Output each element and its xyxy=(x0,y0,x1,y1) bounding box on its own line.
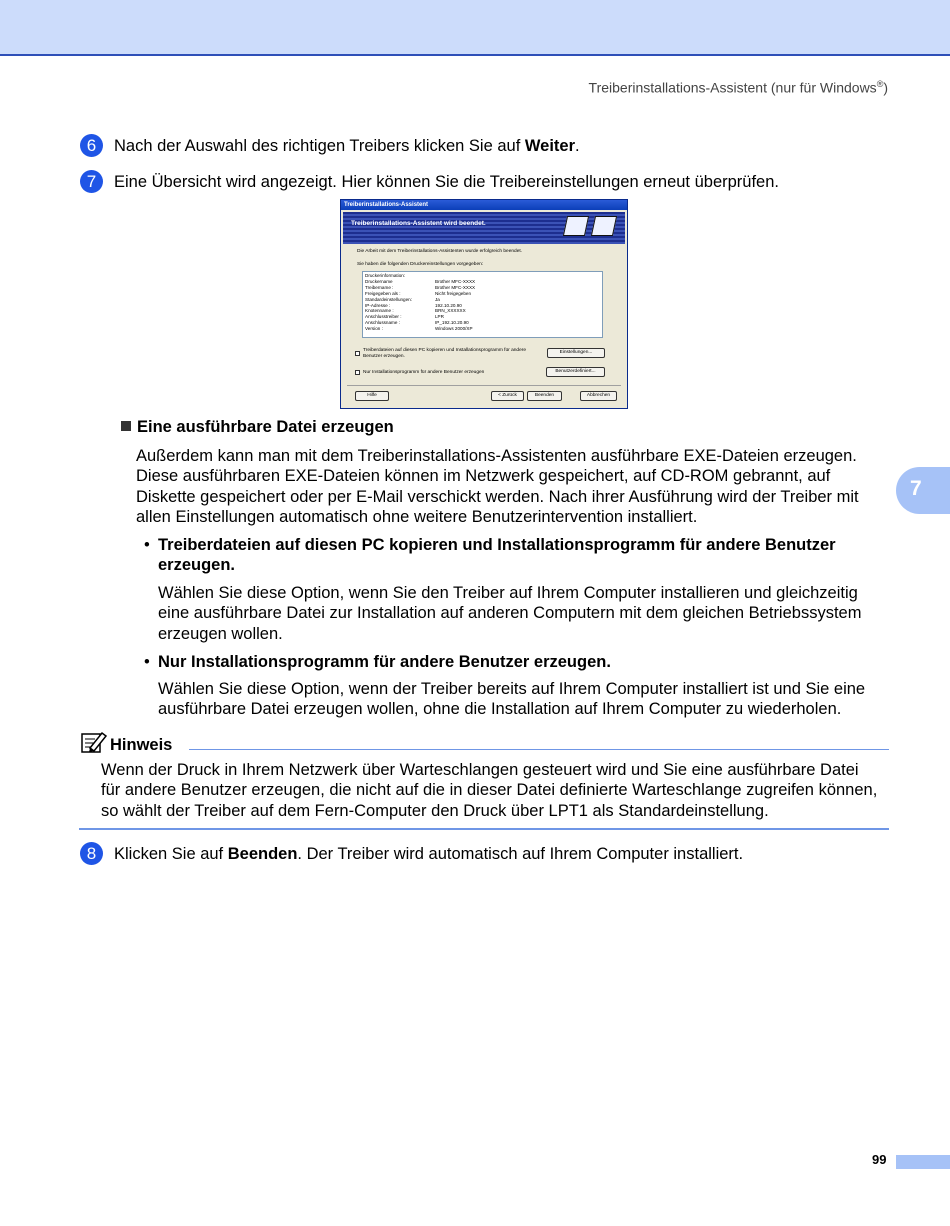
list-value: Brother MFC-XXXX xyxy=(435,284,476,290)
note-pencil-icon xyxy=(80,730,108,754)
bullet-1-description xyxy=(158,583,861,644)
note-header xyxy=(80,730,890,756)
note-divider xyxy=(189,749,889,750)
chapter-tab xyxy=(896,467,950,514)
list-key: Druckername xyxy=(365,278,393,284)
square-bullet-icon xyxy=(121,421,131,431)
list-key: Anschlusstreiber : xyxy=(365,314,402,320)
intro-paragraph xyxy=(136,446,859,528)
list-value: Nicht freigegeben xyxy=(435,290,472,296)
paragraph-line: allen Einstellungen automatisch ohne weitere Benutzerintervention installiert. xyxy=(136,508,698,527)
list-value: Windows 2000/XP xyxy=(435,326,473,332)
custom-button[interactable]: Benutzerdefiniert... xyxy=(546,367,605,377)
help-button[interactable]: Hilfe xyxy=(355,391,389,401)
step-text-part: Klicken Sie auf xyxy=(114,845,228,863)
dialog-titlebar: Treiberinstallations-Assistent xyxy=(341,200,627,210)
paragraph-line: eine ausführbare Datei zur Installation auf anderen Computern mit dem gleichen Betriebssystem xyxy=(158,604,862,623)
list-key: Anschlussname : xyxy=(365,320,400,326)
cancel-button[interactable]: Abbrechen xyxy=(580,391,617,401)
chapter-number: 7 xyxy=(910,477,922,500)
paragraph-line: Wählen Sie diese Option, wenn Sie den Treiber auf Ihrem Computer installieren und gleichzeitig xyxy=(158,584,858,602)
step-text-part: Nach der Auswahl des richtigen Treibers klicken Sie auf xyxy=(114,137,525,155)
step-text-part: . Der Treiber wird automatisch auf Ihrem Computer installiert. xyxy=(297,845,744,863)
step-text-part: . xyxy=(575,137,580,155)
finish-button[interactable]: Beenden xyxy=(527,391,562,401)
printer-icon xyxy=(563,216,589,236)
step-number: 6 xyxy=(80,134,103,157)
running-header-text: Treiberinstallations-Assistent (nur für Windows xyxy=(588,79,877,96)
list-value: BRN_XXXXXX xyxy=(435,308,466,314)
note-end-divider xyxy=(79,828,889,830)
section-heading xyxy=(121,418,394,437)
dialog-message: Sie haben die folgenden Druckereinstellungen vorgegeben: xyxy=(357,262,484,267)
wizard-dialog-screenshot xyxy=(340,199,628,409)
paragraph-line: Wenn der Druck in Ihrem Netzwerk über Warteschlangen gesteuert wird und Sie eine ausführbare Datei xyxy=(101,761,859,779)
installer-only-checkbox[interactable] xyxy=(355,370,360,375)
step-bold: Weiter xyxy=(524,137,576,155)
list-value: IP_192.10.20.90 xyxy=(435,320,469,326)
bullet-dot-icon: • xyxy=(144,653,150,671)
copy-files-checkbox[interactable] xyxy=(355,351,360,356)
page-number: 99 xyxy=(872,1152,887,1167)
paragraph-line: Außerdem kann man mit dem Treiberinstallations-Assistenten ausführbare EXE-Dateien erzeugen. xyxy=(136,447,857,465)
header-band xyxy=(0,0,950,56)
settings-button[interactable]: Einstellungen... xyxy=(547,348,605,358)
paragraph-line: für andere Benutzer erzeugen, die nicht auf die in dieser Datei definierte Warteschlange zugreifen können, xyxy=(101,781,878,800)
note-text xyxy=(101,760,877,821)
list-header-text: Druckerinformation: xyxy=(365,273,406,278)
step-bold: Beenden xyxy=(227,845,298,863)
paragraph-line: erzeugen wollen. xyxy=(158,624,283,643)
dialog-separator xyxy=(347,385,621,386)
bullet-2-description xyxy=(158,679,865,720)
footer-tab xyxy=(896,1155,950,1169)
running-header xyxy=(589,79,888,96)
paragraph-line: so wählt der Treiber auf dem Fern-Computer den Druck über LPT1 als Standardeinstellung. xyxy=(101,801,769,820)
step-text xyxy=(114,844,743,864)
dialog-banner xyxy=(343,212,625,244)
list-key: Treibername : xyxy=(365,284,394,290)
copy-files-label: Treiberdateien auf diesen PC kopieren und Installationsprogramm für andere Benutzer erzeugen. xyxy=(363,348,527,359)
bullet-title-line: erzeugen. xyxy=(158,556,236,575)
paragraph-line: Wählen Sie diese Option, wenn der Treiber bereits auf Ihrem Computer installiert ist und Sie eine xyxy=(158,680,866,698)
bullet-title: Nur Installationsprogramm für andere Benutzer erzeugen. xyxy=(158,653,611,671)
back-button[interactable]: < Zurück xyxy=(491,391,524,401)
installer-only-label: Nur Installationsprogramm für andere Benutzer erzeugen xyxy=(363,370,485,375)
list-value: Brother MFC-XXXX xyxy=(435,278,476,284)
step-text: Eine Übersicht wird angezeigt. Hier können Sie die Treibereinstellungen erneut überprüfen. xyxy=(114,173,779,191)
list-item xyxy=(365,326,600,332)
list-key: Knotenname : xyxy=(365,308,394,314)
list-value: Ja xyxy=(435,296,440,302)
paragraph-line: Diese ausführbaren EXE-Dateien können im Netzwerk gespeichert, auf CD-ROM gebrannt, auf xyxy=(136,467,831,486)
paragraph-line: Diskette gespeichert oder per E-Mail verschickt werden. Nach ihrer Ausführung wird der Treiber mit xyxy=(136,487,859,506)
list-key: Freigegeben als : xyxy=(365,290,401,296)
list-key: Standardeinstellungen: xyxy=(365,296,412,302)
paragraph-line: ausführbare Datei erzeugen wollen, ohne die Installation auf Ihrem Computer zu wiederholen. xyxy=(158,700,842,719)
dialog-banner-text: Treiberinstallations-Assistent wird beendet. xyxy=(351,220,486,227)
bullet-title xyxy=(158,535,878,576)
note-title: Hinweis xyxy=(110,736,173,754)
list-value: LPR xyxy=(435,314,444,320)
registered-mark: ® xyxy=(876,79,884,89)
running-header-end: ) xyxy=(883,79,888,96)
list-key: Version : xyxy=(365,326,383,332)
printer-icon xyxy=(591,216,617,236)
list-value: 192.10.20.90 xyxy=(435,302,462,308)
section-heading-text: Eine ausführbare Datei erzeugen xyxy=(137,418,394,436)
step-number: 7 xyxy=(80,170,103,193)
dialog-message: Die Arbeit mit dem Treiberinstallations-Assistenten wurde erfolgreich beendet. xyxy=(357,249,523,254)
list-key: IP-Adresse : xyxy=(365,302,391,308)
bullet-dot-icon: • xyxy=(144,536,150,554)
step-number: 8 xyxy=(80,842,103,865)
bullet-title-line: Treiberdateien auf diesen PC kopieren und Installationsprogramm für andere Benutzer xyxy=(158,536,836,554)
step-text xyxy=(114,136,580,156)
settings-summary-list xyxy=(362,271,603,338)
